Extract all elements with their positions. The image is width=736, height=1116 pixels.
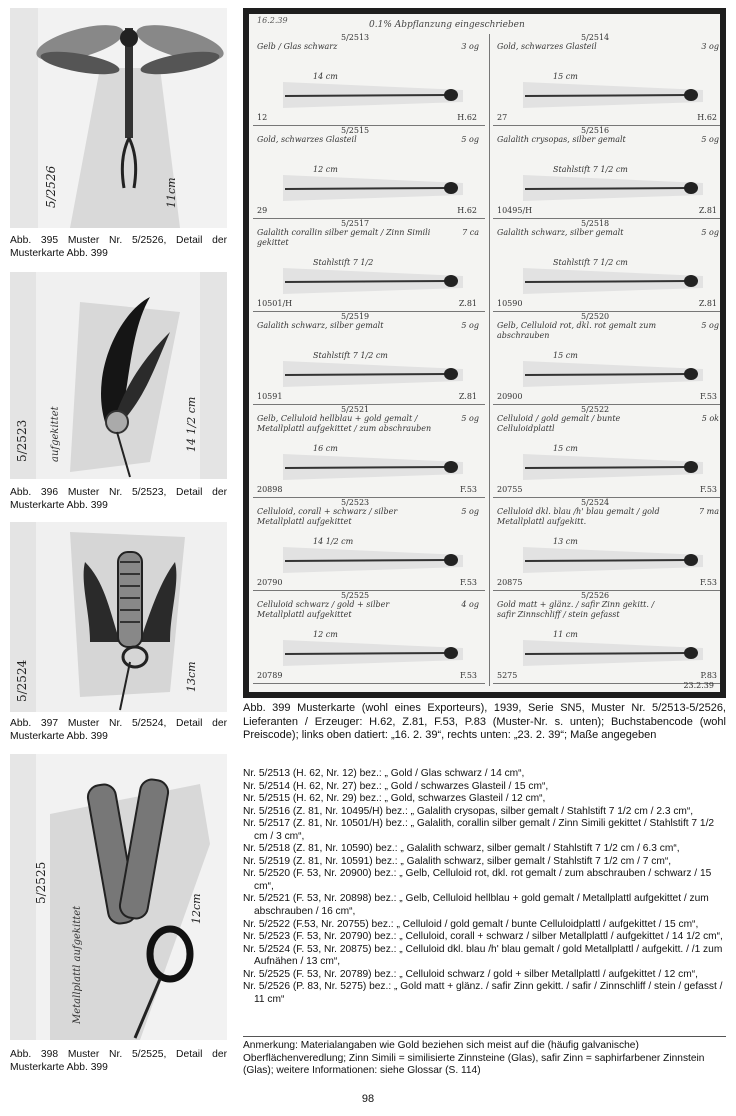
cell-supplier-number: 10501/H xyxy=(257,299,293,308)
cell-supplier-code: P.83 xyxy=(700,671,717,680)
pattern-list-item: Nr. 5/2523 (F. 53, Nr. 20790) bez.: „ Celluloid, corall + schwarz / silber Metallplattl / aufgekittet / 14 1/2 cm“, xyxy=(243,931,723,943)
cell-pattern-number: 5/2524 xyxy=(581,498,610,507)
cell-length: 11 cm xyxy=(553,630,578,639)
fig398-num: 5/2525 xyxy=(34,861,48,904)
fig395-length: 11cm xyxy=(165,177,178,208)
card-date-top-left: 16.2.39 xyxy=(257,16,288,25)
cell-description: Gold matt + glänz. / safir Zinn gekitt. / safir Zinnschliff / stein gefasst xyxy=(497,600,655,619)
cell-description: Gelb, Celluloid rot, dkl. rot gemalt zum abschrauben xyxy=(497,321,657,340)
cell-length: 12 cm xyxy=(313,630,338,639)
card-cell xyxy=(493,218,720,312)
cell-description: Celluloid / gold gemalt / bunte Celluloidplattl xyxy=(497,414,621,433)
card-divider xyxy=(489,34,490,686)
annotation-note: Anmerkung: Materialangaben wie Gold beziehen sich meist auf die (häufig galvanische) Oberflächenveredlung; Zinn Simili = similisierte Zinnsteine (Glas), safir Zinn = saphirfarbener Zinnstein (Glas); weitere Informationen: siehe Glossar (S. 114) xyxy=(243,1036,726,1078)
cell-supplier-code: Z.81 xyxy=(458,299,477,308)
cell-description: Gelb, Celluloid hellblau + gold gemalt / Metallplattl aufgekittet / zum abschrauben xyxy=(257,414,432,433)
pattern-list-item: Nr. 5/2515 (H. 62, Nr. 29) bez.: „ Gold, schwarzes Glasteil / 12 cm“, xyxy=(243,793,546,805)
cell-supplier-code: F.53 xyxy=(459,485,477,494)
pattern-list-item: Nr. 5/2517 (Z. 81, Nr. 10501/H) bez.: „ Galalith, corallin silber gemalt / Zinn Simili gekittet / Stahlstift 7 1/2 cm / 3 cm“, xyxy=(243,818,715,842)
cell-supplier-number: 20789 xyxy=(257,671,283,680)
fig397-num: 5/2524 xyxy=(15,659,29,702)
cell-length: 16 cm xyxy=(313,444,338,453)
cell-pattern-number: 5/2523 xyxy=(341,498,370,507)
cell-pattern-number: 5/2516 xyxy=(581,126,610,135)
card-cell xyxy=(493,404,720,498)
cell-supplier-number: 10591 xyxy=(257,392,283,401)
fig395-num: 5/2526 xyxy=(44,165,58,208)
sample-card-sheet xyxy=(249,14,720,692)
cell-supplier-number: 29 xyxy=(257,206,268,215)
pattern-list-item: Nr. 5/2518 (Z. 81, Nr. 10590) bez.: „ Galalith schwarz, silber gemalt / Stahlstift 7 1/2 cm / 6.3 cm“, xyxy=(243,843,680,855)
hatpin-drawing xyxy=(263,264,475,298)
pattern-list-item: Nr. 5/2514 (H. 62, Nr. 27) bez.: „ Gold / schwarzes Glasteil / 15 cm“, xyxy=(243,780,549,792)
cell-supplier-number: 12 xyxy=(257,113,268,122)
hatpin-drawing xyxy=(503,171,715,205)
figure-395-photo xyxy=(10,8,227,228)
cell-supplier-number: 20900 xyxy=(497,392,523,401)
cell-price-code: 3 og xyxy=(461,42,479,51)
cell-pattern-number: 5/2526 xyxy=(581,591,610,600)
cell-price-code: 5 og xyxy=(461,321,479,330)
cell-supplier-number: 20790 xyxy=(257,578,283,587)
cell-description: Galalith corallin silber gemalt / Zinn Simili gekittet xyxy=(257,228,431,247)
pattern-list-item: Nr. 5/2526 (P. 83, Nr. 5275) bez.: „ Gold matt + glänz. / safir Zinn gekitt. / safir / Zinnschliff / stein / gefasst / 11 cm“ xyxy=(243,981,723,1005)
page-number: 98 xyxy=(361,1093,375,1105)
cell-price-code: 3 og xyxy=(701,42,719,51)
cell-price-code: 5 og xyxy=(701,321,719,330)
fig398-length: 12cm xyxy=(190,893,203,924)
cell-supplier-code: F.53 xyxy=(699,578,717,587)
figure-399-caption: Abb. 399 Musterkarte (wohl eines Exporteurs), 1939, Serie SN5, Muster Nr. 5/2513-5/2526, Lieferanten / Erzeuger: H.62, Z.81, F.53, P.83 (Muster-Nr. s. unten); Buchstabencode (wohl Preiscode); links oben datiert: „16. 2. 39“, rechts unten: „23. 2. 39“; Maße angegeben xyxy=(243,702,726,742)
hatpin-drawing xyxy=(263,357,475,391)
cell-description: Celluloid dkl. blau /h' blau gemalt / gold Metallplattl aufgekitt. xyxy=(497,507,660,526)
pattern-list xyxy=(243,768,726,1006)
pattern-list-item: Nr. 5/2524 (F. 53, Nr. 20875) bez.: „ Celluloid dkl. blau /h' blau gemalt / gold Metallplattl / aufgekitt. / /1 zum Aufnähen / 13 cm“, xyxy=(243,943,723,968)
cell-supplier-code: Z.81 xyxy=(698,299,717,308)
cell-supplier-code: F.53 xyxy=(699,485,717,494)
figure-396-caption: Abb. 396 Muster Nr. 5/2523, Detail der Musterkarte Abb. 399 xyxy=(10,487,227,511)
cell-supplier-code: H.62 xyxy=(697,113,717,122)
cell-supplier-number: 5275 xyxy=(497,671,518,680)
pattern-list-item: Nr. 5/2519 (Z. 81, Nr. 10591) bez.: „ Galalith schwarz, silber gemalt / Stahlstift 7 1/2 cm / 7 cm“, xyxy=(243,855,672,867)
figure-397-photo xyxy=(10,522,227,712)
card-cell xyxy=(493,125,720,219)
cell-pattern-number: 5/2525 xyxy=(341,591,370,600)
cell-pattern-number: 5/2519 xyxy=(341,312,370,321)
cell-description: Gold, schwarzes Glasteil xyxy=(257,135,357,144)
cell-supplier-number: 10495/H xyxy=(497,206,533,215)
cell-price-code: 5 og xyxy=(461,414,479,423)
dragonfly-pin-image xyxy=(10,8,227,228)
card-cell xyxy=(253,218,485,312)
hatpin-drawing xyxy=(263,450,475,484)
card-cell xyxy=(253,32,485,126)
card-cell xyxy=(253,497,485,591)
hatpin-drawing xyxy=(503,357,715,391)
cell-length: Stahlstift 7 1/2 cm xyxy=(553,258,628,267)
cell-description: Gold, schwarzes Glasteil xyxy=(497,42,597,51)
cell-supplier-code: Z.81 xyxy=(458,392,477,401)
card-cell xyxy=(493,497,720,591)
cell-description: Galalith schwarz, silber gemalt xyxy=(257,321,384,330)
cell-description: Celluloid, corall + schwarz / silber Metallplattl aufgekittet xyxy=(257,507,398,526)
figure-398-photo xyxy=(10,754,227,1040)
fig396-num: 5/2523 xyxy=(15,419,29,462)
card-cell xyxy=(253,404,485,498)
cell-supplier-number: 20875 xyxy=(497,578,523,587)
cell-price-code: 5 og xyxy=(701,228,719,237)
pattern-list-item: Nr. 5/2521 (F. 53, Nr. 20898) bez.: „ Gelb, Celluloid hellblau + gold gemalt / Metallplattl aufgekittet / zum abschrauben / 16 cm“, xyxy=(243,893,709,918)
card-cell xyxy=(253,590,485,684)
cell-length: 15 cm xyxy=(553,444,578,453)
hatpin-drawing xyxy=(263,636,475,670)
cell-price-code: 7 ma xyxy=(699,507,719,516)
cell-pattern-number: 5/2513 xyxy=(341,33,370,42)
pattern-list-item: Nr. 5/2513 (H. 62, Nr. 12) bez.: „ Gold / Glas schwarz / 14 cm“, xyxy=(243,768,525,779)
cell-length: Stahlstift 7 1/2 cm xyxy=(553,165,628,174)
fig396-length: 14 1/2 cm xyxy=(185,396,198,452)
fig396-note: aufgekittet xyxy=(50,406,61,462)
cell-supplier-code: F.53 xyxy=(459,578,477,587)
cell-description: Celluloid schwarz / gold + silber Metallplattl aufgekittet xyxy=(257,600,390,619)
card-date-bottom-right: 23.2.39 xyxy=(683,681,714,690)
cell-length: 13 cm xyxy=(553,537,578,546)
cell-supplier-number: 10590 xyxy=(497,299,523,308)
cell-pattern-number: 5/2514 xyxy=(581,33,610,42)
figure-398-caption: Abb. 398 Muster Nr. 5/2525, Detail der Musterkarte Abb. 399 xyxy=(10,1049,227,1073)
hatpin-drawing xyxy=(503,264,715,298)
cell-supplier-code: Z.81 xyxy=(698,206,717,215)
hatpin-drawing xyxy=(263,78,475,112)
cell-supplier-code: H.62 xyxy=(457,206,477,215)
cell-description: Galalith schwarz, silber gemalt xyxy=(497,228,624,237)
card-cell xyxy=(253,311,485,405)
pattern-list-item: Nr. 5/2520 (F. 53, Nr. 20900) bez.: „ Gelb, Celluloid rot, dkl. rot gemalt / zum abschrauben / schwarz / 15 cm“, xyxy=(243,868,712,892)
bat-pin-image xyxy=(10,522,227,712)
cell-length: 15 cm xyxy=(553,351,578,360)
cell-pattern-number: 5/2518 xyxy=(581,219,610,228)
cell-description: Gelb / Glas schwarz xyxy=(257,42,338,51)
cell-price-code: 4 og xyxy=(461,600,479,609)
cell-pattern-number: 5/2522 xyxy=(581,405,610,414)
cell-length: Stahlstift 7 1/2 xyxy=(313,258,374,267)
cell-pattern-number: 5/2517 xyxy=(341,219,370,228)
hatpin-drawing xyxy=(263,543,475,577)
cell-length: 12 cm xyxy=(313,165,338,174)
card-title: 0.1% Abpflanzung eingeschrieben xyxy=(369,20,525,30)
cell-pattern-number: 5/2515 xyxy=(341,126,370,135)
cell-length: 14 cm xyxy=(313,72,338,81)
pattern-list-item: Nr. 5/2525 (F. 53, Nr. 20789) bez.: „ Celluloid schwarz / gold + silber Metallplattl / aufgekittet / 12 cm“, xyxy=(243,968,698,980)
feather-pin-image xyxy=(10,272,227,479)
cell-price-code: 5 og xyxy=(461,135,479,144)
card-cell xyxy=(493,32,720,126)
rhinestone-pin-image xyxy=(10,754,227,1040)
figure-397-caption: Abb. 397 Muster Nr. 5/2524, Detail der Musterkarte Abb. 399 xyxy=(10,718,227,742)
cell-supplier-number: 20898 xyxy=(257,485,283,494)
cell-price-code: 5 og xyxy=(701,135,719,144)
cell-pattern-number: 5/2520 xyxy=(581,312,610,321)
cell-supplier-number: 20755 xyxy=(497,485,523,494)
cell-supplier-number: 27 xyxy=(497,113,508,122)
sample-card-photo xyxy=(243,8,726,698)
hatpin-drawing xyxy=(263,171,475,205)
fig398-note: Metallplattl aufgekittet xyxy=(72,905,83,1024)
figure-396-photo xyxy=(10,272,227,479)
fig397-length: 13cm xyxy=(185,661,198,692)
cell-length: Stahlstift 7 1/2 cm xyxy=(313,351,388,360)
cell-supplier-code: H.62 xyxy=(457,113,477,122)
cell-supplier-code: F.53 xyxy=(459,671,477,680)
hatpin-drawing xyxy=(503,543,715,577)
card-cell xyxy=(493,311,720,405)
cell-length: 14 1/2 cm xyxy=(313,537,354,546)
hatpin-drawing xyxy=(503,450,715,484)
pattern-list-item: Nr. 5/2522 (F.53, Nr. 20755) bez.: „ Celluloid / gold gemalt / bunte Celluloidplattl / aufgekittet / 15 cm“, xyxy=(243,918,699,930)
cell-price-code: 5 og xyxy=(461,507,479,516)
pattern-list-item: Nr. 5/2516 (Z. 81, Nr. 10495/H) bez.: „ Galalith crysopas, silber gemalt / Stahlstift 7 1/2 cm / 2.3 cm“, xyxy=(243,805,694,817)
cell-description: Galalith crysopas, silber gemalt xyxy=(497,135,626,144)
card-cell xyxy=(253,125,485,219)
cell-supplier-code: F.53 xyxy=(699,392,717,401)
hatpin-drawing xyxy=(503,636,715,670)
figure-395-caption: Abb. 395 Muster Nr. 5/2526, Detail der Musterkarte Abb. 399 xyxy=(10,235,227,259)
cell-price-code: 5 ok xyxy=(701,414,719,423)
card-cell xyxy=(493,590,720,684)
cell-length: 15 cm xyxy=(553,72,578,81)
cell-price-code: 7 ca xyxy=(462,228,479,237)
cell-pattern-number: 5/2521 xyxy=(341,405,370,414)
hatpin-drawing xyxy=(503,78,715,112)
